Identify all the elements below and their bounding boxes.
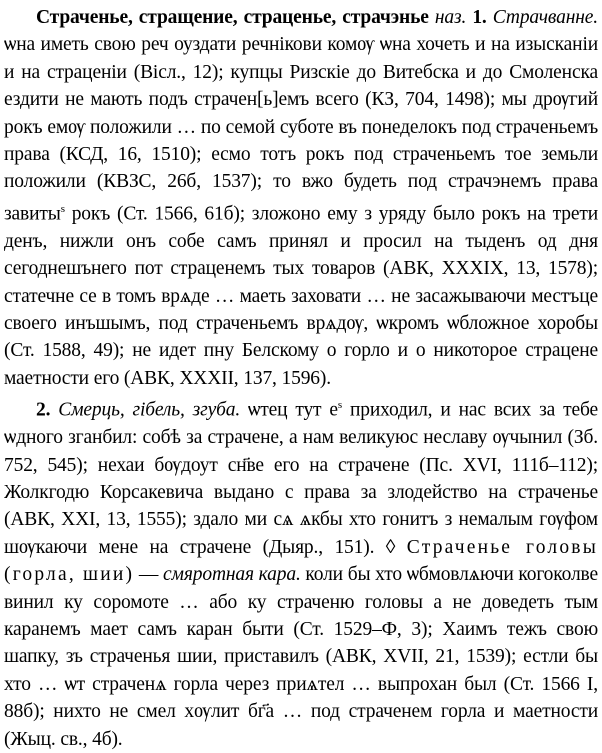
dash: —: [134, 564, 164, 586]
sense-text-2b: приходил, и нас всих за тебе ѡдного зганбил: собѣ за страчене, а нам великуюс неславу ѹчынил (Зб. 752, 545); нехаи бѹдоут сн҃ве его на страчене (Пс. XVI, 111б–112); Жолкгодю Корсакевича выдано с права за злодейство на страченье (АВК, XXI, 13, 1555); здало ми сѧ ѧкбы хто гонитъ з немалым гѹфом шѹкаючи мене на страчене (Дыяр., 151).: [4, 399, 598, 558]
sense-gloss-2: Смерць, гібель, згуба.: [58, 399, 241, 421]
sense-text-1-cont: рокъ (Ст. 1566, 61б); зложоно ему з уряду было рокъ на трети денъ, нижли онъ собе самъ принял и просил на тыденъ од дня сегоднешънего пот страценемъ тых товаров (АВК, XXXIX, 13, 1578); статечне се в томъ врѧде … маеть заховати … не засажываючи местъце своего инъшымъ, под страченьемъ врѧдѹ, ѡкромъ ѡбложное хоробы (Ст. 1588, 49); не идет пну Белскому о горло и о никоторое страцене маетности его (АВК, XXXII, 137, 1596).: [4, 203, 598, 389]
part-of-speech: наз.: [434, 7, 467, 28]
phrase-gloss: смяротная кара.: [163, 564, 301, 586]
superscript-mark: s: [60, 202, 65, 215]
headword: Страченье, стращение, страценье, страчэнье: [36, 7, 429, 28]
sense-text-1: ѡна иметь свою реч оуздати речнікови комѹ ѡна хочеть и на изысканіи и на страценіи (Вісл., 12); купцы Ризскіе до Витебска и до Смоленска ездити не мають подъ страчен[ь]емъ всего (КЗ, 704, 1498); мы дрѹгий рокъ емѹ положили … по семой суботе въ понеделокъ под страченьемъ права (КСД, 16, 1510); есмо тотъ рокъ под страченьемъ тое земьли положили (КВЗС, 26б, 1537); то вжо будеть под страчэнемъ права завиты: [4, 34, 598, 225]
sense-number-1: 1.: [472, 7, 487, 28]
entry-sense-1: [4, 4, 598, 392]
sense-text-2c: коли бы хто ѡбмовлѧючи когоколве винил ку соромоте … або ку страченю головы а не доведеть тым каранемъ мает самъ каран быти (Ст. 1529–Ф, 3); Хаимъ тежъ свою шапку, зъ страченья шии, приставилъ (АВК, XVII, 21, 1539); естли бы хто … ѡт страченѧ горла через приѧтел … выпрохан был (Ст. 1566 I, 88б); нихто не смел хѹлит бг҃а … под страченем горла и маетности (Жыц. св., 4б).: [4, 564, 598, 750]
diamond-icon: ◊: [374, 536, 407, 558]
sense-number-2: 2.: [36, 399, 51, 421]
sense-text-2a: ѡтец тут е: [240, 399, 338, 421]
sense-gloss-1: Страчванне.: [492, 7, 598, 28]
superscript-mark-2: s: [337, 399, 343, 412]
phrase: Страченье головы (горла, шии): [4, 536, 598, 586]
